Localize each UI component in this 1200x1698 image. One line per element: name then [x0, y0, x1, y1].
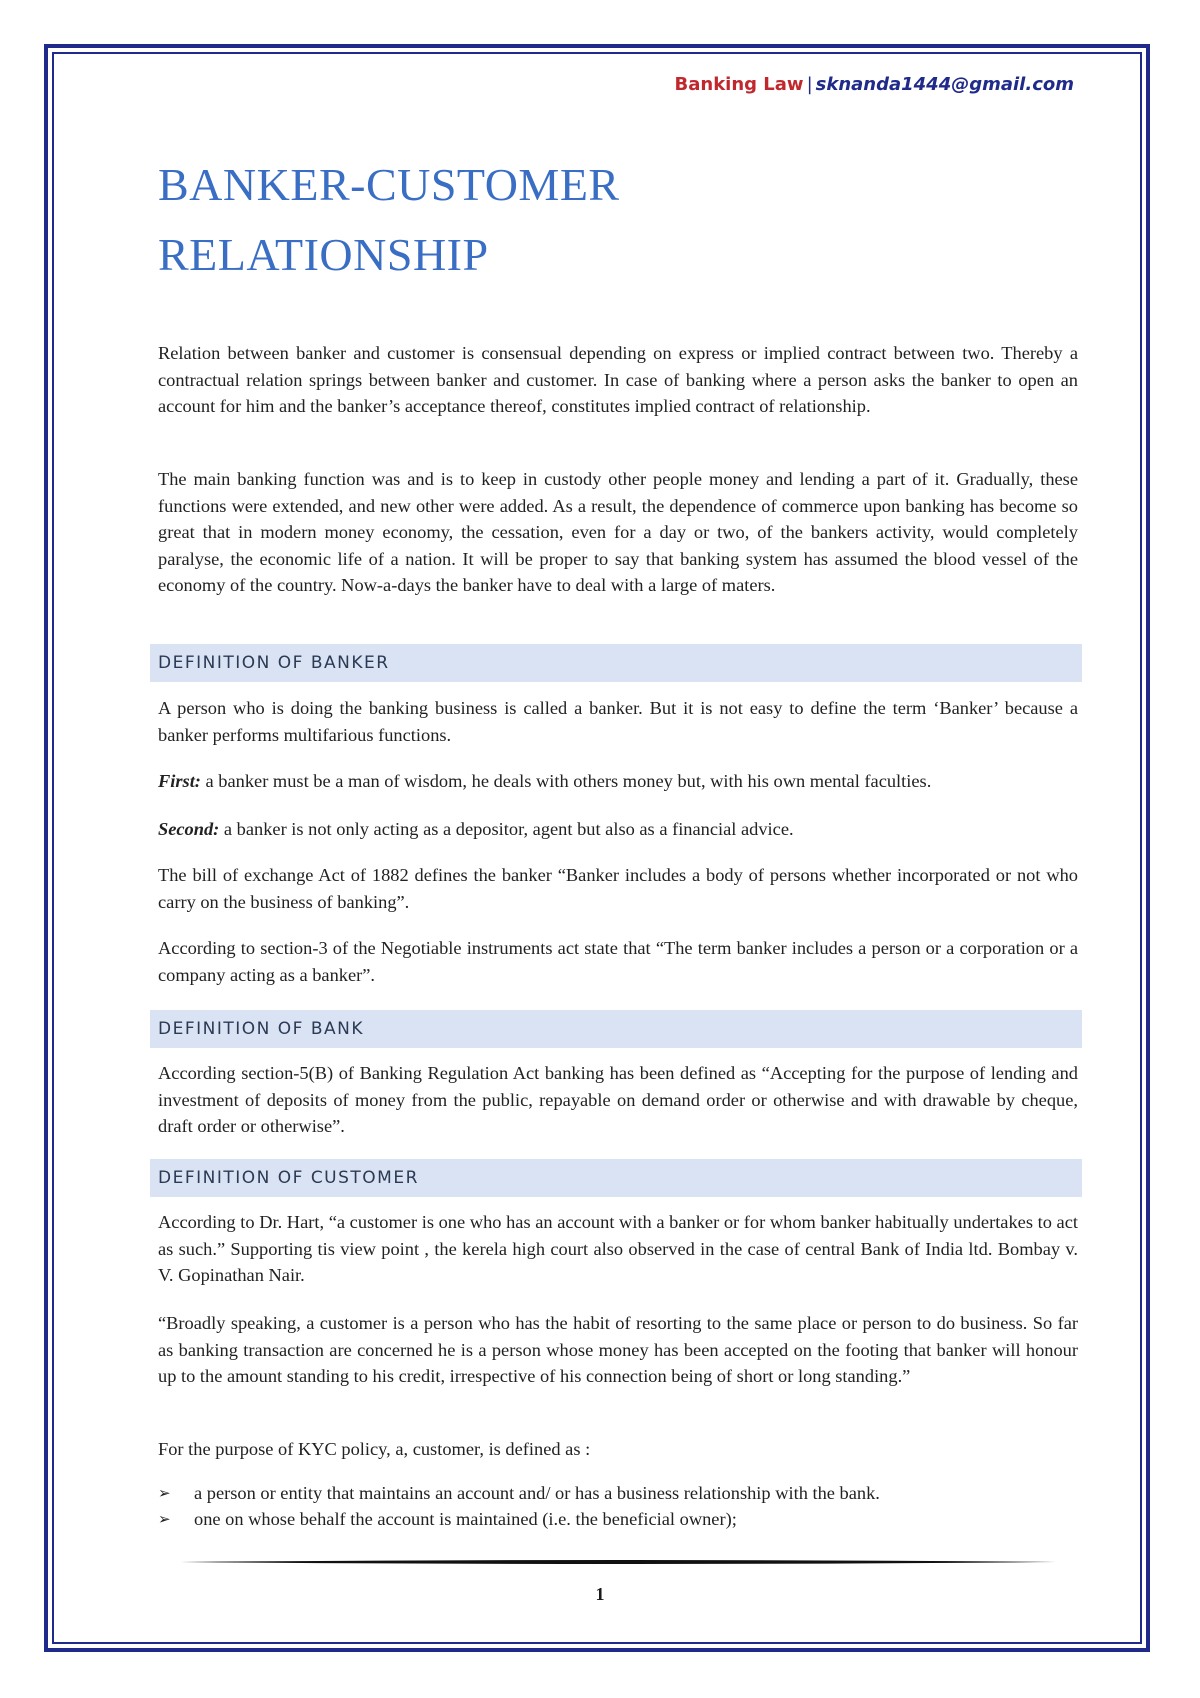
list-item [158, 1480, 1078, 1506]
bank-paragraph-1: According section-5(B) of Banking Regulation Act banking has been defined as “Accepting for the purpose of lending and investment of deposits of money from the public, repayable on demand order or otherwise and with drawable by cheque, draft order or otherwise”. [158, 1063, 1078, 1136]
customer-paragraph-3: For the purpose of KYC policy, a, customer, is defined as : [158, 1439, 591, 1459]
footer-divider [180, 1560, 1056, 1564]
section-heading-bank: DEFINITION OF BANK [150, 1010, 1082, 1048]
section-heading-customer: DEFINITION OF CUSTOMER [150, 1159, 1082, 1197]
intro-paragraph-2: The main banking function was and is to keep in custody other people money and lending a part of it. Gradually, these functions were extended, and new other were added. As a result, the dependence of commerce upon banking has become so great that in modern money economy, the cessation, even for a day or two, of the bankers activity, would completely paralyse, the economic life of a nation. It will be proper to say that banking system has assumed the blood vessel of the economy of the country. Now-a-days the banker have to deal with a large of maters. [158, 469, 1078, 595]
section-heading-banker: DEFINITION OF BANKER [150, 644, 1082, 682]
arrow-bullet-icon: ➢ [158, 1484, 171, 1502]
intro-paragraph-1: Relation between banker and customer is consensual depending on express or implied contract between two. Thereby a contractual relation springs between banker and customer. In case of banking where a person asks the banker to open an account for him and the banker’s acceptance thereof, constitutes implied contract of relationship. [158, 343, 1078, 416]
title-line-1: BANKER-CUSTOMER [158, 159, 620, 210]
header-separator: | [806, 74, 813, 95]
first-label: First: [158, 771, 201, 791]
second-label: Second: [158, 819, 220, 839]
first-text: a banker must be a man of wisdom, he deals with others money but, with his own mental faculties. [200, 771, 932, 791]
list-item [158, 1506, 1078, 1532]
title-line-2: RELATIONSHIP [158, 229, 489, 280]
banker-paragraph-1: A person who is doing the banking business is called a banker. But it is not easy to define the term ‘Banker’ because a banker performs multifarious functions. [158, 698, 1078, 745]
arrow-bullet-icon: ➢ [158, 1510, 171, 1528]
header-email: sknanda1444@gmail.com [815, 74, 1074, 95]
page-border-inner [52, 52, 1142, 1644]
banker-paragraph-4: The bill of exchange Act of 1882 defines the banker “Banker includes a body of persons whether incorporated or not who carry on the business of banking”. [158, 865, 1078, 912]
running-header [675, 74, 1074, 95]
second-text: a banker is not only acting as a depositor, agent but also as a financial advice. [219, 819, 794, 839]
page-title [158, 150, 1058, 290]
list-item-text: a person or entity that maintains an account and/ or has a business relationship with the bank. [194, 1483, 880, 1503]
list-item-text: one on whose behalf the account is maintained (i.e. the beneficial owner); [194, 1509, 737, 1529]
page-number: 1 [595, 1584, 605, 1604]
banker-first-point [158, 768, 1078, 795]
banker-second-point [158, 816, 1078, 843]
banker-paragraph-5: According to section-3 of the Negotiable instruments act state that “The term banker includes a person or a corporation or a company acting as a banker”. [158, 938, 1078, 985]
header-subject: Banking Law [674, 74, 804, 95]
customer-paragraph-2: “Broadly speaking, a customer is a person who has the habit of resorting to the same place or person to do business. So far as banking transaction are concerned he is a person whose money has been accepted on the footing that banker will honour up to the amount standing to his credit, irrespective of his connection being of short or long standing.” [158, 1313, 1078, 1386]
customer-paragraph-1: According to Dr. Hart, “a customer is one who has an account with a banker or for whom banker habitually undertakes to act as such.” Supporting tis view point , the kerela high court also observed in the case of central Bank of India ltd. Bombay v. V. Gopinathan Nair. [158, 1212, 1078, 1285]
kyc-customer-list [158, 1480, 1078, 1532]
